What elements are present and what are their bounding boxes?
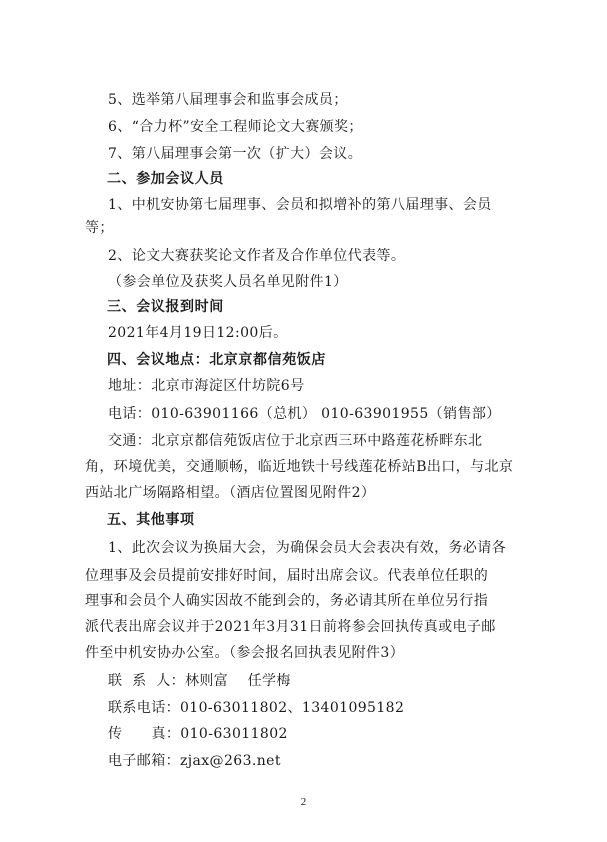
section-heading-other-matters: 五、其他事项	[107, 512, 195, 528]
attendees-note: （参会单位及获奖人员名单见附件1）	[108, 274, 348, 290]
venue-traffic-line-1: 交通：北京京都信苑饭店位于北京西三环中路莲花桥畔东北	[108, 433, 483, 449]
venue-phone: 电话：010-63901166（总机） 010-63901955（销售部）	[108, 406, 501, 422]
venue-address: 地址：北京市海淀区什坊院6号	[108, 378, 305, 394]
contact-phone: 联系电话：010-63011802、13401095182	[108, 700, 405, 716]
other-matters-line-2: 位理事及会员提前安排好时间，届时出席会议。代表单位任职的	[85, 568, 489, 584]
contact-email: 电子邮箱：zjax@263.net	[108, 753, 281, 769]
agenda-item-6: 6、“合力杯”安全工程师论文大赛颁奖；	[108, 119, 363, 135]
other-matters-line-1: 1、此次会议为换届大会，为确保会员大会表决有效，务必请各	[108, 540, 507, 556]
section-heading-venue: 四、会议地点：北京京都信苑饭店	[107, 352, 326, 368]
registration-time: 2021年4月19日12:00后。	[108, 325, 288, 341]
other-matters-line-5: 件至中机安协办公室。（参会报名回执表见附件3）	[85, 645, 405, 661]
attendees-paragraph-1-line-2: 等；	[85, 220, 114, 236]
agenda-item-7: 7、第八届理事会第一次（扩大）会议。	[108, 146, 363, 162]
section-heading-registration-time: 三、会议报到时间	[107, 299, 224, 315]
other-matters-line-3: 理事和会员个人确实因故不能到会的，务必请其所在单位另行指	[85, 593, 489, 609]
section-heading-attendees: 二、参加会议人员	[107, 171, 224, 187]
page-number: 2	[300, 796, 307, 808]
venue-traffic-line-2: 角，环境优美，交通顺畅，临近地铁十号线莲花桥站B出口，与北京	[85, 459, 514, 475]
contact-fax: 传 真：010-63011802	[108, 726, 288, 742]
attendees-paragraph-2: 2、论文大赛获奖论文作者及合作单位代表等。	[108, 248, 406, 264]
attendees-paragraph-1-line-1: 1、中机安协第七届理事、会员和拟增补的第八届理事、会员	[108, 197, 492, 213]
contact-person: 联 系 人：林则富 任学梅	[108, 673, 291, 689]
agenda-item-5: 5、选举第八届理事会和监事会成员；	[108, 92, 348, 108]
venue-traffic-line-3: 西站北广场隔路相望。（酒店位置图见附件2）	[85, 485, 376, 501]
other-matters-line-4: 派代表出席会议并于2021年3月31日前将参会回执传真或电子邮	[85, 619, 496, 635]
